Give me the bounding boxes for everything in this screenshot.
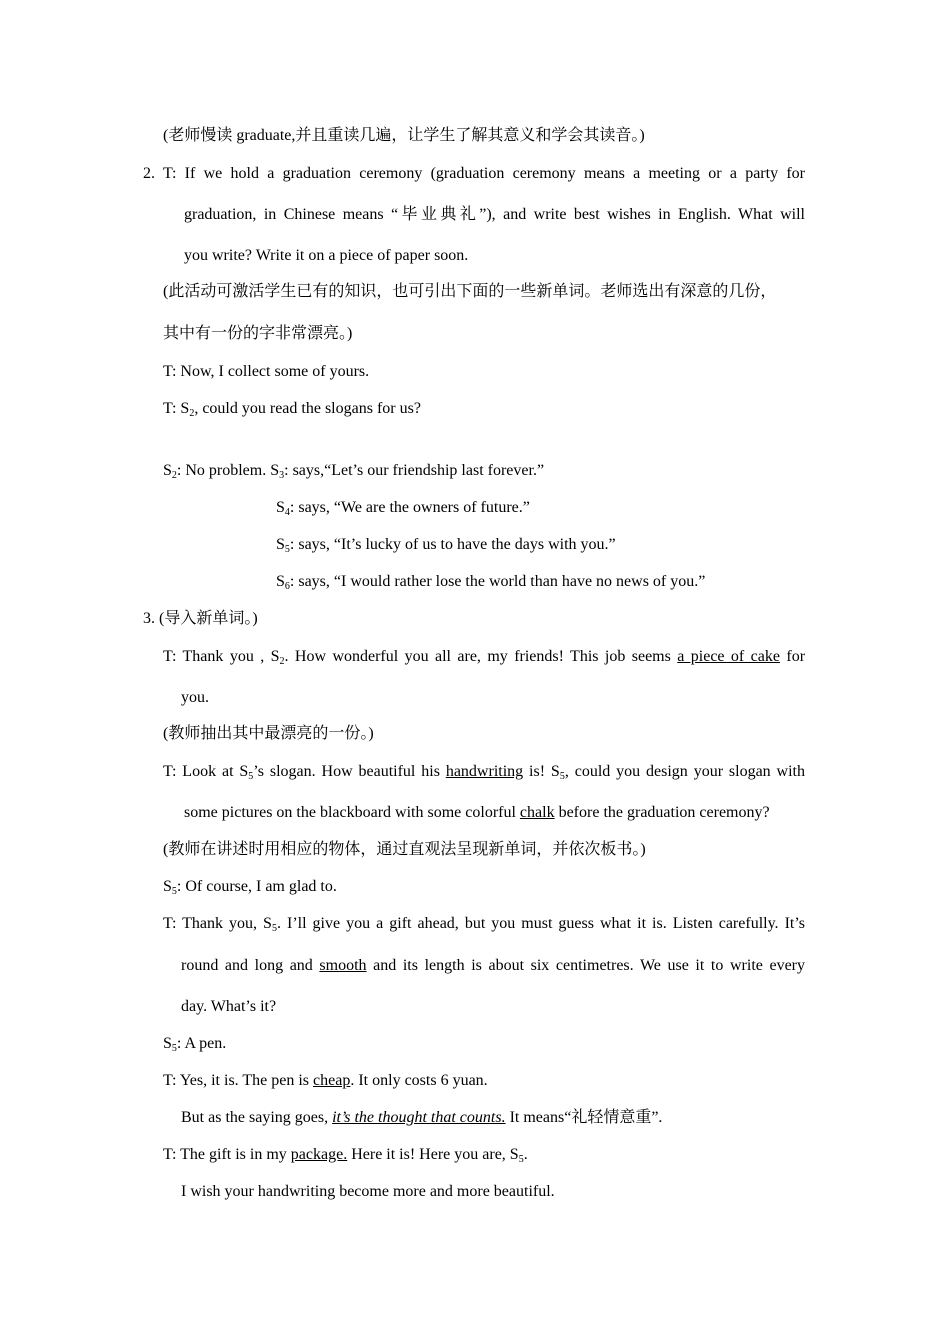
item-2-line-1: 2. T: If we hold a graduation ceremony (graduation ceremony means a meeting or a party for [143, 165, 805, 182]
vocab-handwriting: handwriting [445, 763, 524, 780]
teacher-line-gift: T: Thank you, $S_5$. I’ll give you a gift ahead, but you must guess what it is. Listen carefully. It’s [163, 915, 806, 934]
note-choose: (教师抽出其中最漂亮的一份。) [163, 725, 374, 742]
teacher-line-read: T: $S_2$, could you read the slogans for us? [163, 400, 421, 419]
teacher-line-slogan: T: Look at $S_5’s$ slogan. How beautiful his handwriting is! $S_5$, could you design your slogan with [163, 763, 806, 782]
vocab-cheap: cheap [313, 1072, 351, 1089]
item-2-line-3: you write? Write it on a piece of paper soon. [184, 247, 469, 264]
student-line-glad: $S_5$: Of course, I am glad to. [163, 878, 337, 897]
vocab-its-the-thought-that-counts: it’s the thought that counts. [332, 1109, 506, 1126]
teacher-line-thankyou-cont: you. [181, 689, 209, 706]
teacher-line-wish: I wish your handwriting become more and more beautiful. [181, 1183, 555, 1200]
note-activity-1: (此活动可激活学生已有的知识，也可引出下面的一些新单词。老师选出有深意的几份， [163, 283, 777, 300]
teacher-line-package: T: The gift is in my package. Here it is! Here you are, $S_5$. [163, 1146, 528, 1165]
student-line-s5: $S_5$: says, “It’s lucky of us to have the days with you.” [276, 536, 616, 555]
note-activity-2: 其中有一份的字非常漂亮。) [163, 325, 353, 342]
item-2-line-2: graduation, in Chinese means “毕业典礼”), and write best wishes in English. What will [184, 206, 805, 223]
vocab-smooth: smooth [319, 957, 367, 974]
vocab-package: package. [290, 1146, 348, 1163]
teacher-line-gift-end: day. What’s it? [181, 998, 277, 1015]
teacher-line-slogan-cont: some pictures on the blackboard with some colorful chalk before the graduation ceremony? [184, 804, 770, 821]
teacher-line-thankyou: T: Thank you , $S_2$. How wonderful you all are, my friends! This job seems a piece of cake for [163, 648, 806, 667]
vocab-chalk: chalk [519, 804, 555, 821]
student-line-pen: $S_5$: A pen. [163, 1035, 227, 1054]
student-line-s6: $S_6$: says, “I would rather lose the world than have no news of you.” [276, 573, 706, 592]
student-line-s4: $S_4$: says, “We are the owners of future.” [276, 499, 530, 518]
note-method: (教师在讲述时用相应的物体，通过直观法呈现新单词，并依次板书。) [163, 841, 646, 858]
vocab-a-piece-of-cake: a piece of cake [677, 648, 780, 665]
item-3-heading: 3. (导入新单词。) [143, 610, 258, 627]
teacher-line-saying: But as the saying goes, it’s the thought that counts. It means“礼轻情意重”. [181, 1109, 663, 1126]
student-line-s2: $S_2$: No problem. $S_3$: says,“Let’s our friendship last forever.” [163, 462, 545, 481]
teacher-line-gift-cont: round and long and smooth and its length is about six centimetres. We use it to write every [181, 957, 806, 974]
note-graduate: (老师慢读 graduate,并且重读几遍，让学生了解其意义和学会其读音。) [163, 127, 645, 144]
teacher-line-cheap: T: Yes, it is. The pen is cheap. It only costs 6 yuan. [163, 1072, 488, 1089]
teacher-line-collect: T: Now, I collect some of yours. [163, 363, 370, 380]
